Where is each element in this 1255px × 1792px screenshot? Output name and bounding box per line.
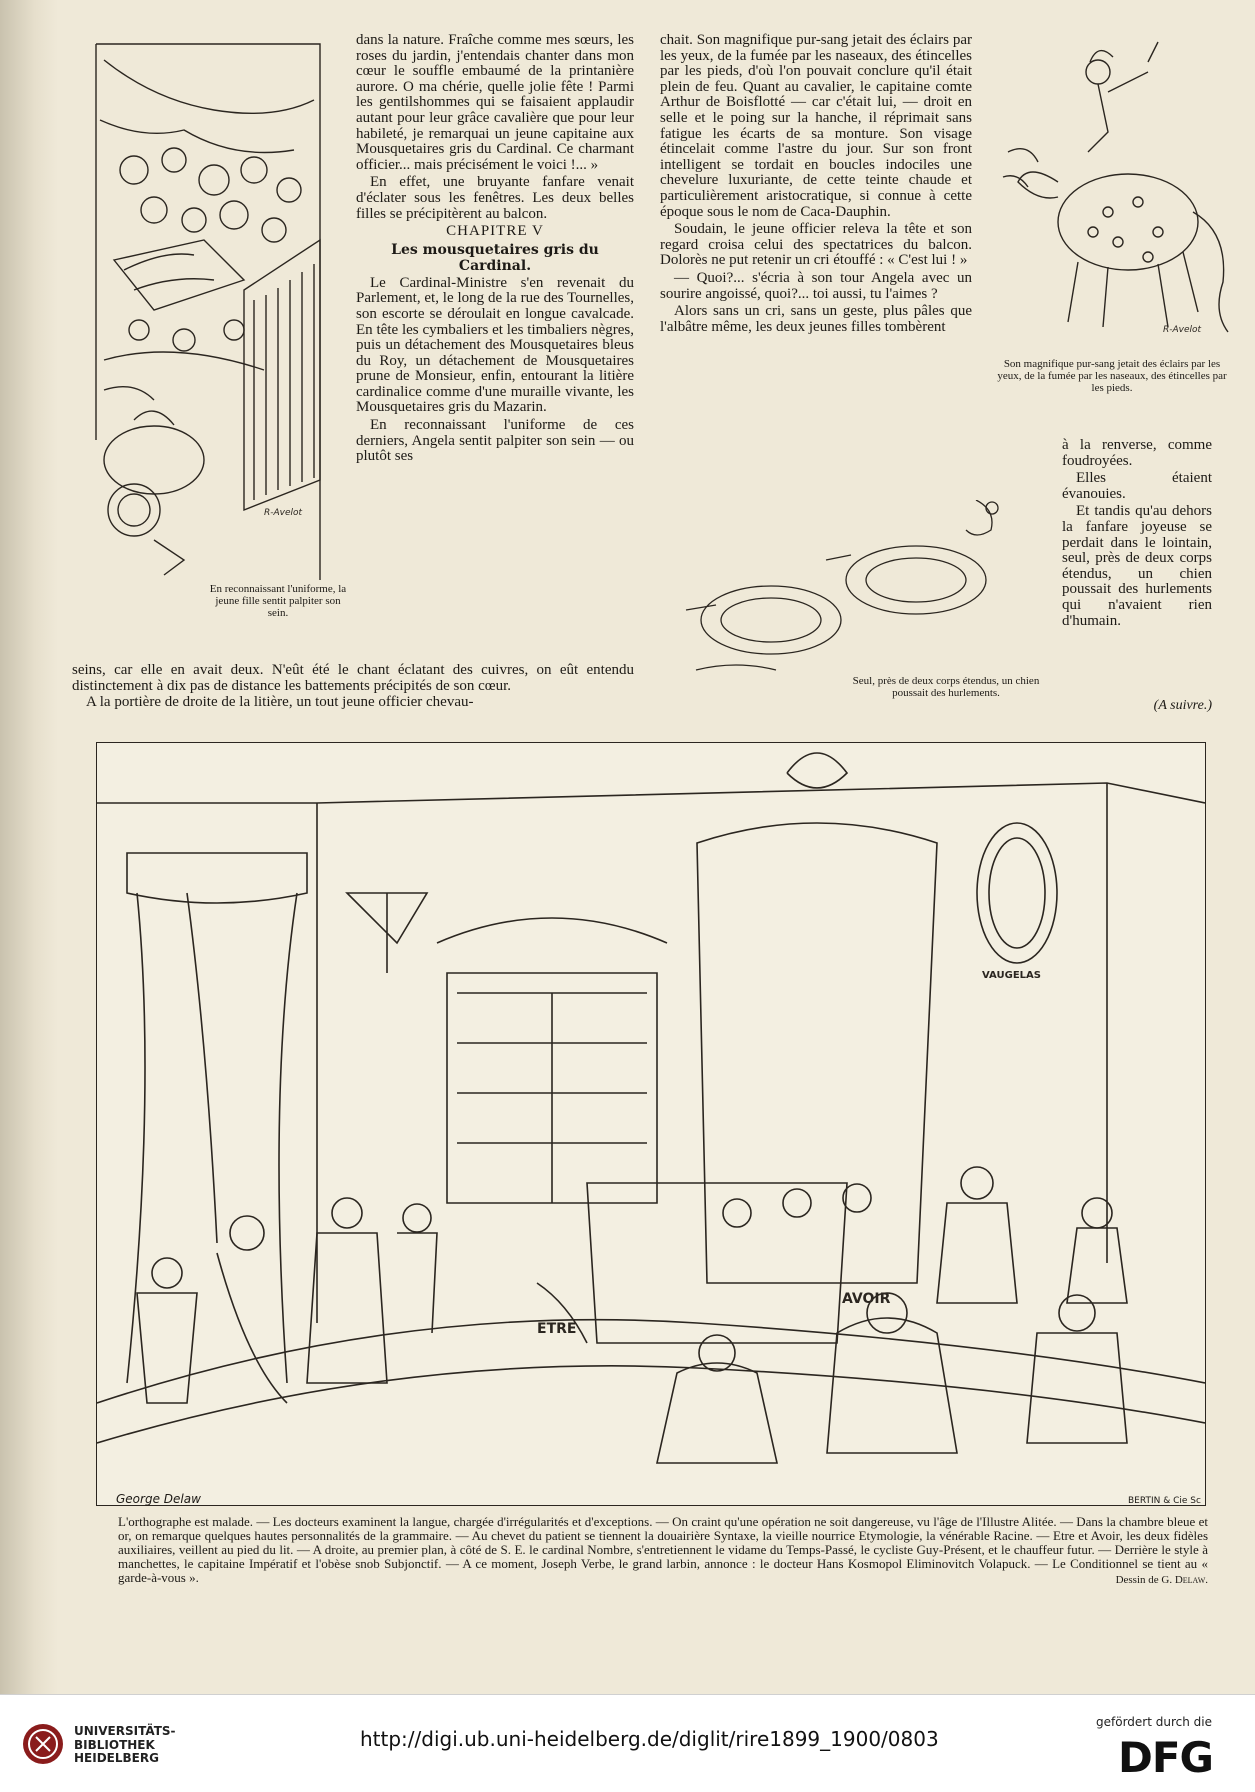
dfg-logo: DFG xyxy=(1118,1733,1214,1782)
page-edge-shadow xyxy=(0,0,58,1694)
label-vaugelas: VAUGELAS xyxy=(982,970,1041,981)
sickroom-drawing xyxy=(97,743,1205,1505)
institution-line-1: UNIVERSITÄTS- xyxy=(74,1724,176,1738)
full-paragraph-2: A la portière de droite de la litière, un tout jeune officier chevau- xyxy=(86,694,474,710)
institution-line-3: HEIDELBERG xyxy=(74,1751,159,1765)
chapter-subtitle: Les mousquetaires gris du Cardinal. xyxy=(391,241,599,274)
caption-dog-illustration: Seul, près de deux corps étendus, un chien poussait des hurlements. xyxy=(852,675,1040,699)
institution-line-2: BIBLIOTHEK xyxy=(74,1737,155,1752)
horse-rider-drawing xyxy=(998,32,1230,350)
text-column-1 xyxy=(356,33,634,467)
illustration-dog-fainted-girls xyxy=(676,500,1056,690)
signature-george-delaw: George Delaw xyxy=(116,1492,201,1506)
funded-by-label: gefördert durch die xyxy=(1096,1715,1212,1729)
col2-paragraph-3: — Quoi?... s'écria à son tour Angela avec un sourire angoissé, quoi?... toi aussi, tu l'aimes ? xyxy=(660,269,972,302)
drawing-credit-name: G. Delaw. xyxy=(1161,1574,1208,1586)
col3-paragraph-3: Et tandis qu'au dehors la fanfare joyeuse se perdait dans le lointain, seul, près de deux corps étendus, un chien poussait des hurlements qui n'avaient rien d'humain. xyxy=(1062,503,1212,629)
a-suivre: (A suivre.) xyxy=(1153,698,1212,713)
engraver-credit: BERTIN & Cie Sc xyxy=(1128,1496,1201,1506)
col3-paragraph-2: Elles étaient évanouies. xyxy=(1062,470,1212,502)
illustration-street-balcony xyxy=(94,40,322,580)
main-illustration-caption xyxy=(118,1515,1208,1587)
chapter-title: CHAPITRE V xyxy=(446,223,544,240)
caption-horse-illustration: Son magnifique pur-sang jetait des éclairs par les yeux, de la fumée par les naseaux, des étincelles par les pieds. xyxy=(997,358,1227,394)
text-column-2 xyxy=(660,33,972,337)
col1-paragraph-2: En effet, une bruyante fanfare venait d'éclater sous les fenêtres. Les deux belles filles se précipitèrent au balcon. xyxy=(356,174,634,222)
col1-paragraph-4: En reconnaissant l'uniforme de ces derniers, Angela sentit palpiter son sein — ou plutôt ses xyxy=(356,417,634,465)
illustration-horse-rider xyxy=(998,32,1230,350)
drawing-credit-prefix: Dessin de xyxy=(1115,1574,1159,1586)
label-etre: ETRE xyxy=(537,1321,577,1337)
col2-paragraph-1: chait. Son magnifique pur-sang jetait des éclairs par les yeux, de la fumée par les naseaux, des étincelles par les pieds, d'où l'on pouvait conclure qu'il était plein de feu. Quant au cavalier, le capitaine comte Arthur de Boisflotté — car c'était lui, — droit en selle et le poing sur la hanche, il réprimait sans fatigue les écarts de sa monture. Son visage étincelait comme l'astre du jour. Sur son front intelligent se tordait en boucles indociles une chevelure luxuriante, de cette teinte chaude et particulièrement aristocratique, si connue à cette époque sous le nom de Caca-Dauphin. xyxy=(660,32,972,220)
main-caption-text: L'orthographe est malade. — Les docteurs examinent la langue, chargée d'irrégularités et d'exceptions. — On craint qu'une opération ne soit dangereuse, vu l'âge de l'Illustre Alitée. — Dans la chambre bleue et or, on remarque quelques hautes personnalités de la grammaire. — Au chevet du patient se tiennent la douairière Syntaxe, la vieille nourrice Etymologie, la vénérable Racine. — Etre et Avoir, les deux fidèles auxiliaires, veillent au pied du lit. — A droite, au premier plan, à côté de S. E. le cardinal Nombre, s'entretiennent le vidame du Temps-Passé, le cycliste Guy-Présent, et le chauffeur futur. — Derrière le style à manchettes, le capitaine Impératif et l'obèse snob Subjonctif. — A ce moment, Joseph Verbe, le grand larbin, annonce : le docteur Hans Kosmopol Eliminovitch Volapuck. — Le Conditionnel se tient au « garde-à-vous ». xyxy=(118,1514,1208,1585)
signature-avelot-right: R-Avelot xyxy=(1163,325,1202,335)
digitization-footer xyxy=(0,1694,1255,1792)
text-continuation xyxy=(72,662,634,710)
caption-left-illustration: En reconnaissant l'uniforme, la jeune fille sentit palpiter son sein. xyxy=(209,583,347,619)
col1-paragraph-3: Le Cardinal-Ministre s'en revenait du Parlement, et, le long de la rue des Tournelles, son escorte se déroulait en longue cavalcade. En tête les cymbaliers et les timbaliers nègres, puis un détachement des Mousquetaires bleus du Roy, un détachement de Mousquetaires prune de Monsieur, enfin, entourant la litière cardinalice comme d'une muraille vivante, les Mousquetaires gris du Mazarin. xyxy=(356,274,634,416)
full-paragraph-1: seins, car elle en avait deux. N'eût été le chant éclatant des cuivres, on eût entendu distinctement à dix pas de distance les battements précipités de son cœur. xyxy=(72,662,634,694)
dog-girls-drawing xyxy=(676,500,1056,690)
drawing-credit xyxy=(1116,1573,1208,1587)
text-column-3 xyxy=(1062,438,1212,631)
signature-avelot-left: R-Avelot xyxy=(264,508,303,518)
university-seal-icon xyxy=(22,1723,64,1765)
source-url-link[interactable]: http://digi.ub.uni-heidelberg.de/diglit/rire1899_1900/0803 xyxy=(360,1727,939,1751)
institution-name xyxy=(74,1725,176,1766)
col3-paragraph-1: à la renverse, comme foudroyées. xyxy=(1062,437,1212,469)
col2-paragraph-4: Alors sans un cri, sans un geste, plus pâles que l'albâtre même, les deux jeunes filles tombèrent xyxy=(660,303,972,335)
street-balcony-drawing xyxy=(94,40,322,580)
illustration-grammar-sickroom xyxy=(96,742,1206,1506)
label-avoir: AVOIR xyxy=(842,1291,891,1307)
col2-paragraph-2: Soudain, le jeune officier releva la tête et son regard croisa celui des spectatrices du balcon. Dolorès ne put retenir un cri étouffé : « C'est lui ! » xyxy=(660,221,972,269)
col1-paragraph-1: dans la nature. Fraîche comme mes sœurs, les roses du jardin, j'entendais chanter dans mon cœur le souffle embaumé de la printanière aurore. O ma chérie, quelle jolie fête ! Parmi les gentilshommes qui se faisaient applaudir autant pour leur grâce cavalière que pour leur habileté, je remarquai un jeune capitaine aux Mousquetaires gris du Cardinal. Ce charmant officier... mais précisément le voici !... » xyxy=(356,32,634,173)
